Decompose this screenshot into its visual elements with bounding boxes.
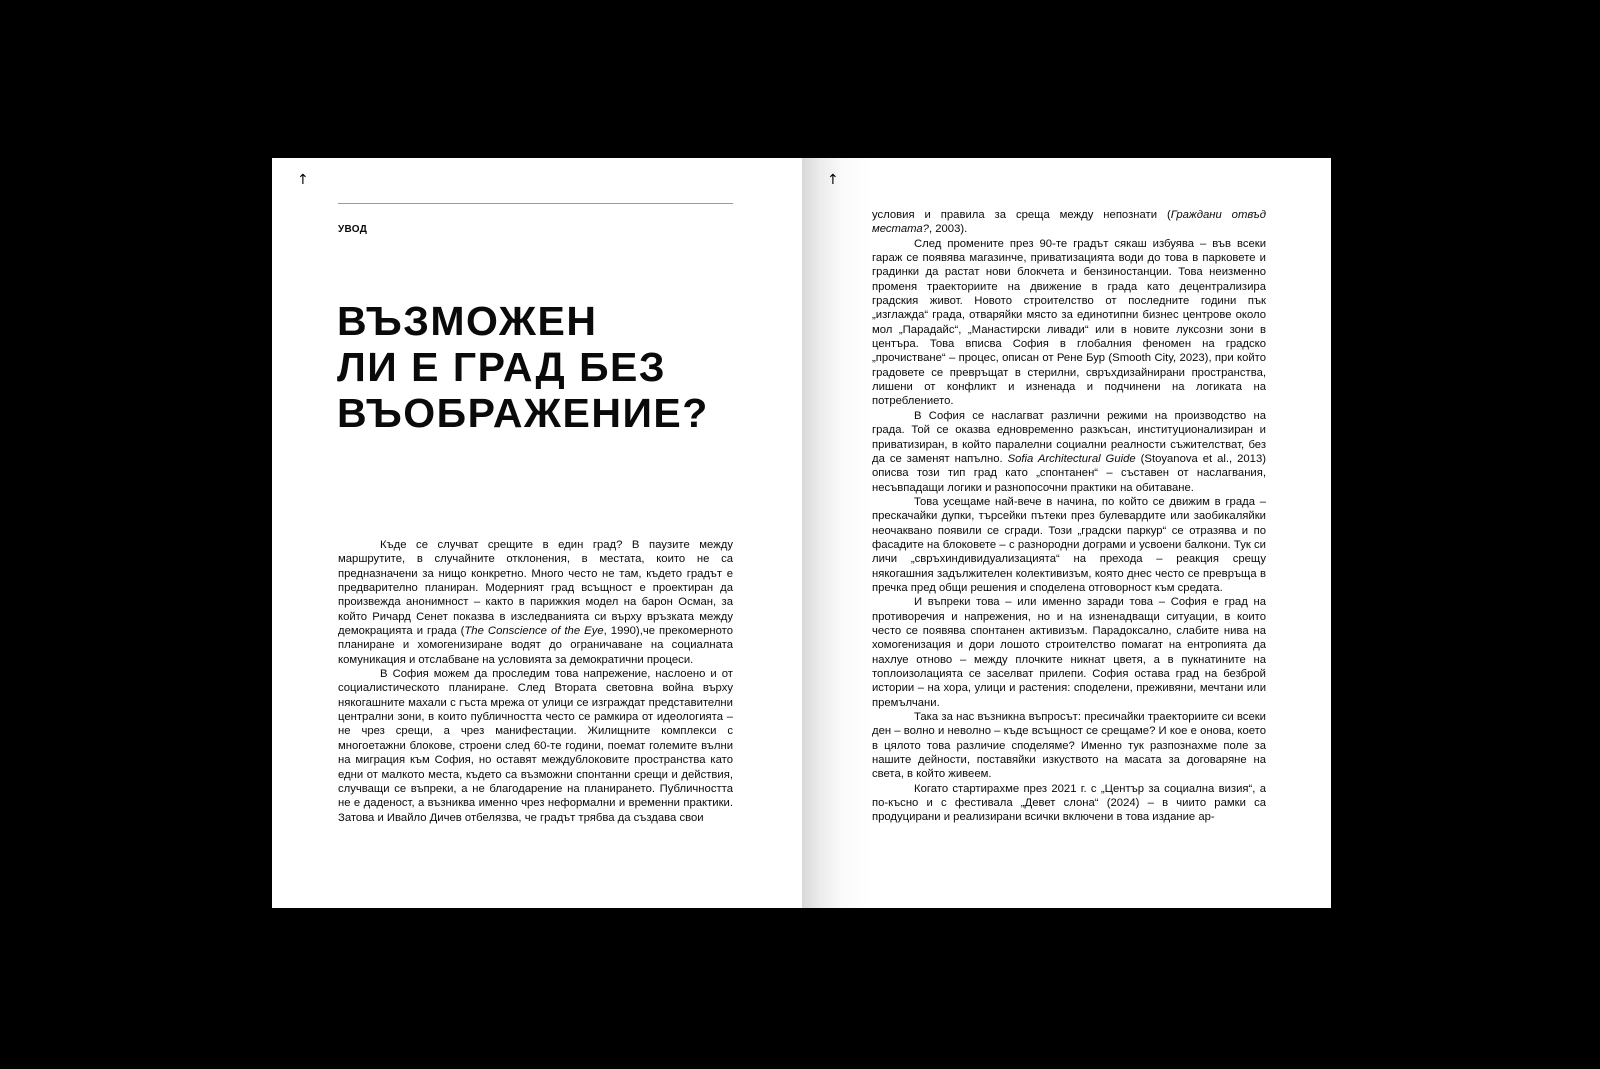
paragraph: След промените през 90-те градът сякаш избуява – във всеки гараж се появява магазинче, приватизацията води до това в парковете и градинки да растат нови блокчета и бензиностанции. Това неизменно променя траекториите на движение в града като децентрализира градския живот. Новото строителство от последните години пък „изглажда“ града, отваряйки място за единотипни бизнес центрове около мол „Парадайс“, „Манастирски ливади“ или в новите луксозни зони в центъра. Това вписва София в глобалния феномен на градско „прочистване“ – процес, описан от Рене Бур (Smooth City, 2023), при който градовете се превръщат в стерилни, свръхдизайнирани пространства, лишени от конфликт и изненада и подчинени на логиката на потреблението. (872, 237, 1266, 408)
paragraph (872, 409, 1266, 495)
divider-rule (338, 203, 733, 204)
paragraph-text: Къде се случват срещите в един град? В паузите между маршрутите, в случайните отклонения, в местата, които не са предназначени за нищо конкретно. Много често не там, където градът е предварително планиран. Модерният град всъщност е проектиран да произвежда анонимност – както в парижкия модел на барон Осман, за който Ричард Сенет показва в изследванията си върху връзката между демокрацията и града ( (338, 539, 733, 638)
paragraph-text: условия и правила за среща между непознати ( (872, 209, 1171, 221)
title-line: ВЪОБРАЖЕНИЕ? (337, 390, 709, 436)
arrow-up-icon: ↑ (297, 172, 309, 188)
book-spread (272, 158, 1331, 908)
citation-title: Sofia Architectural Guide (1007, 452, 1136, 465)
paragraph-text: (Stoyanova et al., 2013) описва този тип град като „спонтанен“ – съставен от наслагвания, несъвпадащи логики и разнопосочни практики на обитаване. (872, 452, 1266, 494)
paragraph: Така за нас възникна въпросът: пресичайки траекториите си всеки ден – волно и неволно – къде всъщност се срещаме? И кое е онова, което в цялото това различие споделяме? Именно тук разпознахме поле за нашите дейности, поставяйки изкуството на масата за договаряне на света, в който живеем. (872, 711, 1266, 781)
paragraph: В София можем да проследим това напрежение, наслоено и от социалистическото планиране. След Втората световна война върху някогашните махали с гъста мрежа от улици се изграждат представителни централни зони, в които публичността често се рамкира от идеологията – не чрез срещи, а чрез манифестации. Жилищните комплекси с многоетажни блокове, строени след 60-те години, поемат големите вълни на миграция към София, но оставят междублоковите пространства като едни от малкото места, където са възможни спонтанни срещи и действия, случващи се въпреки, а не благодарение на планирането. Публичността не е даденост, а възниква именно чрез неформални и временни практики. Затова и Ивайло Дичев отбелязва, че градът трябва да създава свои (338, 668, 733, 824)
page-title (337, 298, 777, 436)
title-line: ВЪЗМОЖЕН (337, 298, 598, 344)
citation-title: The Conscience of the Eye (464, 625, 604, 638)
section-label: УВОД (338, 224, 368, 235)
arrow-up-icon: ↑ (827, 172, 839, 188)
paragraph-text: , 1990),че прекомерното планиране и хомогенизиране водят до ограничаване на социалната комуникация и отслабване на условията за демократични процеси. (338, 625, 733, 666)
left-page (272, 158, 802, 908)
paragraph: И въпреки това – или именно заради това – София е град на противоречия и напрежения, но и на изненадващи ситуации, в които често се появява спонтанен активизъм. Парадоксално, слабите нива на хомогенизация и дори лошото строителство помагат на ентропията да нахлуе отново – между плочките никнат цветя, а в пукнатините на топлоизолацията се заселват прилепи. София остава град на безброй истории – на хора, улици и растения: споделени, преживяни, мечтани или премълчани. (872, 596, 1266, 709)
paragraph: Когато стартирахме през 2021 г. с „Център за социална визия“, а по-късно и с фестивала „Девет слона“ (2024) – в чиито рамки са продуцирани и реализирани всички включени в това издание ар- (872, 782, 1266, 824)
left-text-column (338, 538, 733, 825)
paragraph-text: В София се наслагват различни режими на производство на града. Той се оказва едновременно разкъсан, институционализиран и приватизиран, в който паралелни социални реалности съжителстват, без да се заменят напълно. (872, 409, 1266, 465)
paragraph: Това усещаме най-вече в начина, по който се движим в града – прескачайки дупки, търсейки пътеки през булевардите или заобикаляйки неочаквано появили се сгради. Този „градски паркур“ се отразява и по фасадите на блоковете – с разнородни дограми и усвоени балкони. Тук си личи „свръхиндивидуализацията“ на прехода – реакция срещу някогашния задължителен колективизъм, която днес често се превръща в пречка пред общи решения и споделена отговорност към средата. (872, 495, 1266, 594)
paragraph (338, 538, 733, 667)
citation-title: Граждани отвъд местата? (872, 209, 1266, 236)
paragraph-text: , 2003). (928, 223, 968, 236)
right-text-column (872, 208, 1266, 825)
right-page (802, 158, 1331, 908)
title-line: ЛИ Е ГРАД БЕЗ (337, 344, 667, 390)
paragraph (872, 208, 1266, 237)
